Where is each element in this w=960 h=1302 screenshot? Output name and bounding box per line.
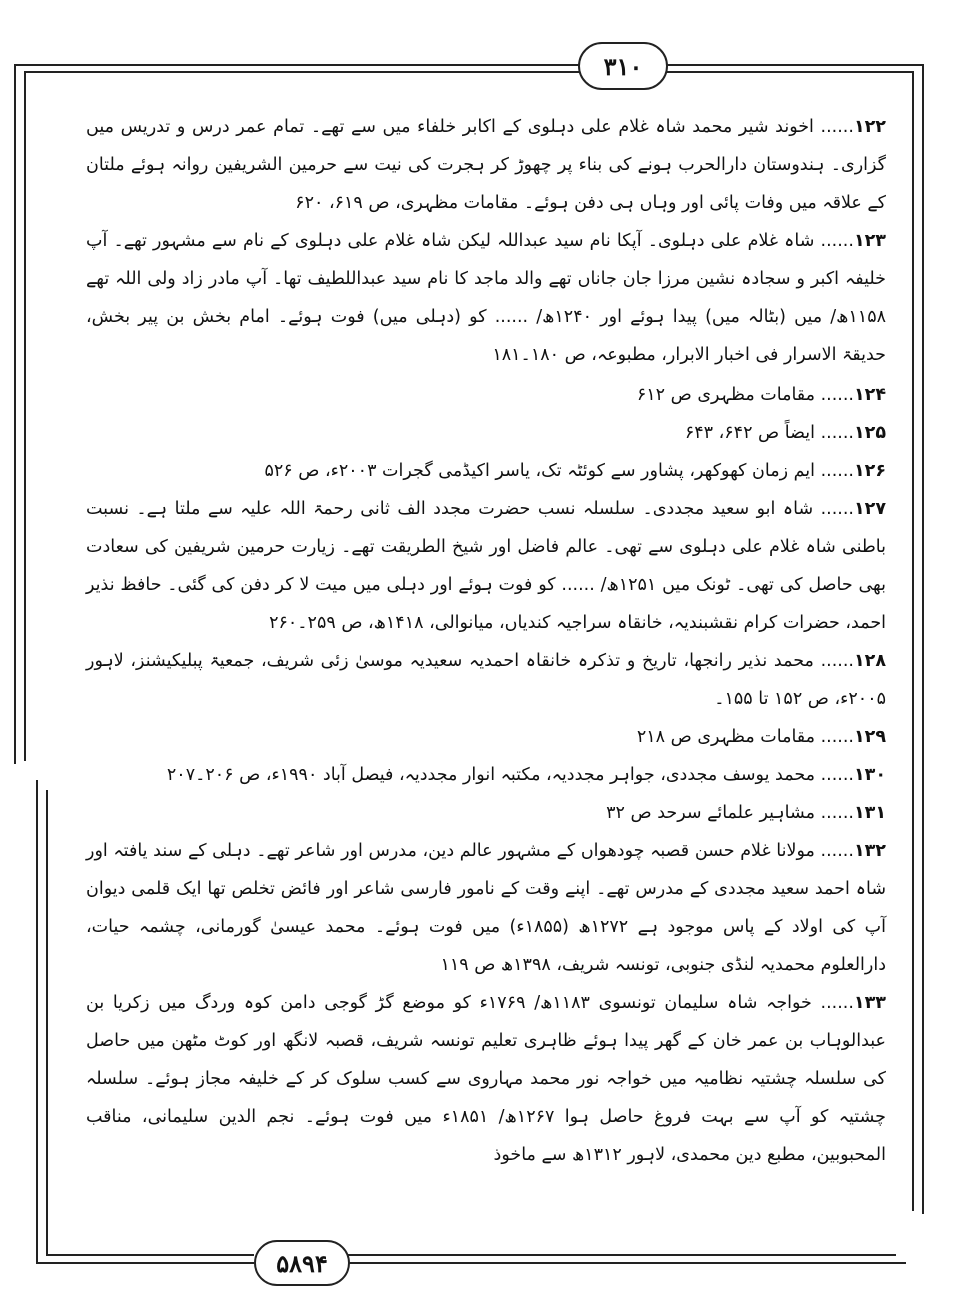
- footnote-number: ۱۲۵: [853, 423, 886, 443]
- frame-border: [666, 64, 924, 66]
- frame-border: [36, 780, 38, 1264]
- footnote-number: ۱۳۱: [853, 803, 886, 823]
- footnote-number: ۱۲۳: [853, 231, 886, 251]
- bottom-page-number: ۵۸۹۴: [254, 1240, 350, 1286]
- footnote: ۱۲۳...... شاہ غلام علی دہلوی۔ آپکا نام سید عبداللہ لیکن شاہ غلام علی دہلوی کے نام سے مشہور تھے۔ آپ خلیفہ اکبر و سجادہ نشین مرزا جان جاناں تھے والد ماجد کا نام سید عبداللطیف تھا۔ آپ مادر زاد ولی اللہ تھے ۱۱۵۸ھ/ میں (بٹالہ میں) پیدا ہوئے اور ۱۲۴۰ھ/ ...... کو (دہلی میں) فوت ہوئے۔ امام بخش بن پیر بخش، حدیقۃ الاسرار فی اخبار الابرار، مطبوعہ، ص ۱۸۰۔۱۸۱: [86, 231, 886, 365]
- footnote: ۱۳۱...... مشاہیر علمائے سرحد ص ۳۲: [606, 803, 886, 823]
- footnote-number: ۱۲۴: [853, 385, 886, 405]
- frame-border: [24, 71, 26, 761]
- footnote-number: ۱۲۷: [853, 499, 886, 519]
- footnote-text: شاہ غلام علی دہلوی۔ آپکا نام سید عبداللہ لیکن شاہ غلام علی دہلوی کے نام سے مشہور تھے۔ آپ خلیفہ اکبر و سجادہ نشین مرزا جان جاناں تھے والد ماجد کا نام سید عبداللطیف تھا۔ آپ مادر زاد ولی اللہ تھے ۱۱۵۸ھ/ میں (بٹالہ میں) پیدا ہوئے اور ۱۲۴۰ھ/ ...... کو (دہلی میں) فوت ہوئے۔ امام بخش بن پیر بخش، حدیقۃ الاسرار فی اخبار الابرار، مطبوعہ، ص ۱۸۰۔۱۸۱: [86, 231, 886, 365]
- frame-border: [14, 64, 580, 66]
- frame-border: [14, 64, 16, 764]
- footnote: ۱۲۸...... محمد نذیر رانجھا، تاریخ و تذکرہ خانقاہ احمدیہ سعیدیہ موسیٰ زئی شریف، جمعیۃ پبلیکیشنز، لاہور ۲۰۰۵ء، ص ۱۵۲ تا ۱۵۵۔: [86, 651, 886, 709]
- footnote-text: مقامات مظہری ص ۶۱۲: [636, 385, 815, 405]
- footnote-text: مولانا غلام حسن قصبہ چودھواں کے مشہور عالم دین، مدرس اور شاعر تھے۔ دہلی کے سند یافتہ اور شاہ احمد سعید مجددی کے مدرس تھے۔ اپنے وقت کے نامور فارسی شاعر اور فائض تخلص تھا ایک قلمی دیوان آپ کی اولاد کے پاس موجود ہے ۱۲۷۲ھ (۱۸۵۵ء) میں فوت ہوئے۔ محمد عیسیٰ گورمانی، چشمہ حیات، دارالعلوم محمدیہ لنڈی جنوبی، تونسہ شریف، ۱۳۹۸ھ ص ۱۱۹: [86, 841, 886, 975]
- footnote: ۱۲۵...... ایضاً ص ۶۴۲، ۶۴۳: [684, 423, 886, 443]
- frame-border: [346, 1262, 906, 1264]
- footnote: ۱۳۳...... خواجہ شاہ سلیمان تونسوی ۱۱۸۳ھ/ ۱۷۶۹ء کو موضع گڑ گوجی دامن کوہ وردگ میں زکریا بن عبدالوہاب بن عمر خان کے گھر پیدا ہوئے ظاہری تعلیم تونسہ شریف، قصبہ لانگھ اور کوٹ مٹھن میں حاصل کی سلسلہ چشتیہ نظامیہ میں خواجہ نور محمد مہاروی سے کسب سلوک کر کے خلیفہ مجاز ہوئے۔ سلسلہ چشتیہ کو آپ سے بہت فروغ حاصل ہوا ۱۲۶۷ھ/ ۱۸۵۱ء میں فوت ہوئے۔ نجم الدین سلیمانی، مناقب المحبوبین، مطبع دین محمدی، لاہور ۱۳۱۲ھ سے ماخوذ: [86, 993, 886, 1165]
- footnote: ۱۲۷...... شاہ ابو سعید مجددی۔ سلسلہ نسب حضرت مجدد الف ثانی رحمۃ اللہ علیہ سے ملتا ہے۔ نسبت باطنی شاہ غلام علی دہلوی سے تھی۔ عالم فاضل اور شیخ الطریقت تھے۔ زیارت حرمین شریفین کی سعادت بھی حاصل کی تھی۔ ٹونک میں ۱۲۵۱ھ/ ...... کو فوت ہوئے اور دہلی میں میت لا کر دفن کی گئی۔ حافظ نذیر احمد، حضرات کرام نقشبندیہ، خانقاہ سراجیہ کندیاں، میانوالی، ۱۴۱۸ھ، ص ۲۵۹۔۲۶۰: [86, 499, 886, 633]
- frame-border: [36, 1262, 254, 1264]
- frame-border: [922, 64, 924, 1214]
- footnote: ۱۲۴...... مقامات مظہری ص ۶۱۲: [636, 385, 886, 405]
- footnote-number: ۱۲۲: [853, 117, 886, 137]
- footnote-text: محمد نذیر رانجھا، تاریخ و تذکرہ خانقاہ احمدیہ سعیدیہ موسیٰ زئی شریف، جمعیۃ پبلیکیشنز، لاہور ۲۰۰۵ء، ص ۱۵۲ تا ۱۵۵۔: [86, 651, 886, 709]
- footnote-number: ۱۳۳: [853, 993, 886, 1013]
- footnote-text: مقامات مظہری ص ۲۱۸: [636, 727, 815, 747]
- frame-border: [666, 71, 914, 73]
- footnote: ۱۲۶...... ایم زمان کھوکھر، پشاور سے کوئٹہ تک، یاسر اکیڈمی گجرات ۲۰۰۳ء، ص ۵۲۶: [264, 461, 886, 481]
- footnote-number: ۱۲۶: [853, 461, 886, 481]
- footnote-number: ۱۳۰: [853, 765, 886, 785]
- frame-border: [46, 1254, 254, 1256]
- footnote-text: شاہ ابو سعید مجددی۔ سلسلہ نسب حضرت مجدد الف ثانی رحمۃ اللہ علیہ سے ملتا ہے۔ نسبت باطنی شاہ غلام علی دہلوی سے تھی۔ عالم فاضل اور شیخ الطریقت تھے۔ زیارت حرمین شریفین کی سعادت بھی حاصل کی تھی۔ ٹونک میں ۱۲۵۱ھ/ ...... کو فوت ہوئے اور دہلی میں میت لا کر دفن کی گئی۔ حافظ نذیر احمد، حضرات کرام نقشبندیہ، خانقاہ سراجیہ کندیاں، میانوالی، ۱۴۱۸ھ، ص ۲۵۹۔۲۶۰: [86, 499, 886, 633]
- footnote: ۱۲۹...... مقامات مظہری ص ۲۱۸: [636, 727, 886, 747]
- frame-border: [24, 71, 580, 73]
- footnote: ۱۳۰...... محمد یوسف مجددی، جواہر مجددیہ، مکتبہ انوار مجددیہ، فیصل آباد ۱۹۹۰ء، ص ۲۰۶۔۲۰۷: [166, 765, 886, 785]
- footnote-text: خواجہ شاہ سلیمان تونسوی ۱۱۸۳ھ/ ۱۷۶۹ء کو موضع گڑ گوجی دامن کوہ وردگ میں زکریا بن عبدالوہاب بن عمر خان کے گھر پیدا ہوئے ظاہری تعلیم تونسہ شریف، قصبہ لانگھ اور کوٹ مٹھن میں حاصل کی سلسلہ چشتیہ نظامیہ میں خواجہ نور محمد مہاروی سے کسب سلوک کر کے خلیفہ مجاز ہوئے۔ سلسلہ چشتیہ کو آپ سے بہت فروغ حاصل ہوا ۱۲۶۷ھ/ ۱۸۵۱ء میں فوت ہوئے۔ نجم الدین سلیمانی، مناقب المحبوبین، مطبع دین محمدی، لاہور ۱۳۱۲ھ سے ماخوذ: [86, 993, 886, 1165]
- top-page-number: ۳۱۰: [578, 42, 668, 90]
- footnotes: [86, 108, 886, 1174]
- footnote-number: ۱۳۲: [853, 841, 886, 861]
- footnote-number: ۱۲۹: [853, 727, 886, 747]
- footnote: ۱۳۲...... مولانا غلام حسن قصبہ چودھواں کے مشہور عالم دین، مدرس اور شاعر تھے۔ دہلی کے سند یافتہ اور شاہ احمد سعید مجددی کے مدرس تھے۔ اپنے وقت کے نامور فارسی شاعر اور فائض تخلص تھا ایک قلمی دیوان آپ کی اولاد کے پاس موجود ہے ۱۲۷۲ھ (۱۸۵۵ء) میں فوت ہوئے۔ محمد عیسیٰ گورمانی، چشمہ حیات، دارالعلوم محمدیہ لنڈی جنوبی، تونسہ شریف، ۱۳۹۸ھ ص ۱۱۹: [86, 841, 886, 975]
- footnote-text: اخوند شیر محمد شاہ غلام علی دہلوی کے اکابر خلفاء میں سے تھے۔ تمام عمر درس و تدریس میں گزاری۔ ہندوستان دارالحرب ہونے کی بناء پر چھوڑ کر ہجرت کی نیت سے حرمین الشریفین روانہ ہوئے ملتان کے علاقہ میں وفات پائی اور وہاں ہی دفن ہوئے۔ مقامات مظہری، ص ۶۱۹، ۶۲۰: [86, 117, 886, 213]
- footnote-text: ایضاً ص ۶۴۲، ۶۴۳: [684, 423, 815, 443]
- frame-border: [46, 790, 48, 1256]
- footnote-number: ۱۲۸: [853, 651, 886, 671]
- footnote-text: محمد یوسف مجددی، جواہر مجددیہ، مکتبہ انوار مجددیہ، فیصل آباد ۱۹۹۰ء، ص ۲۰۶۔۲۰۷: [166, 765, 815, 785]
- frame-border: [912, 71, 914, 1211]
- frame-border: [346, 1254, 896, 1256]
- footnote-text: مشاہیر علمائے سرحد ص ۳۲: [606, 803, 815, 823]
- footnote: ۱۲۲...... اخوند شیر محمد شاہ غلام علی دہلوی کے اکابر خلفاء میں سے تھے۔ تمام عمر درس و تدریس میں گزاری۔ ہندوستان دارالحرب ہونے کی بناء پر چھوڑ کر ہجرت کی نیت سے حرمین الشریفین روانہ ہوئے ملتان کے علاقہ میں وفات پائی اور وہاں ہی دفن ہوئے۔ مقامات مظہری، ص ۶۱۹، ۶۲۰: [86, 117, 886, 213]
- footnote-text: ایم زمان کھوکھر، پشاور سے کوئٹہ تک، یاسر اکیڈمی گجرات ۲۰۰۳ء، ص ۵۲۶: [264, 461, 815, 481]
